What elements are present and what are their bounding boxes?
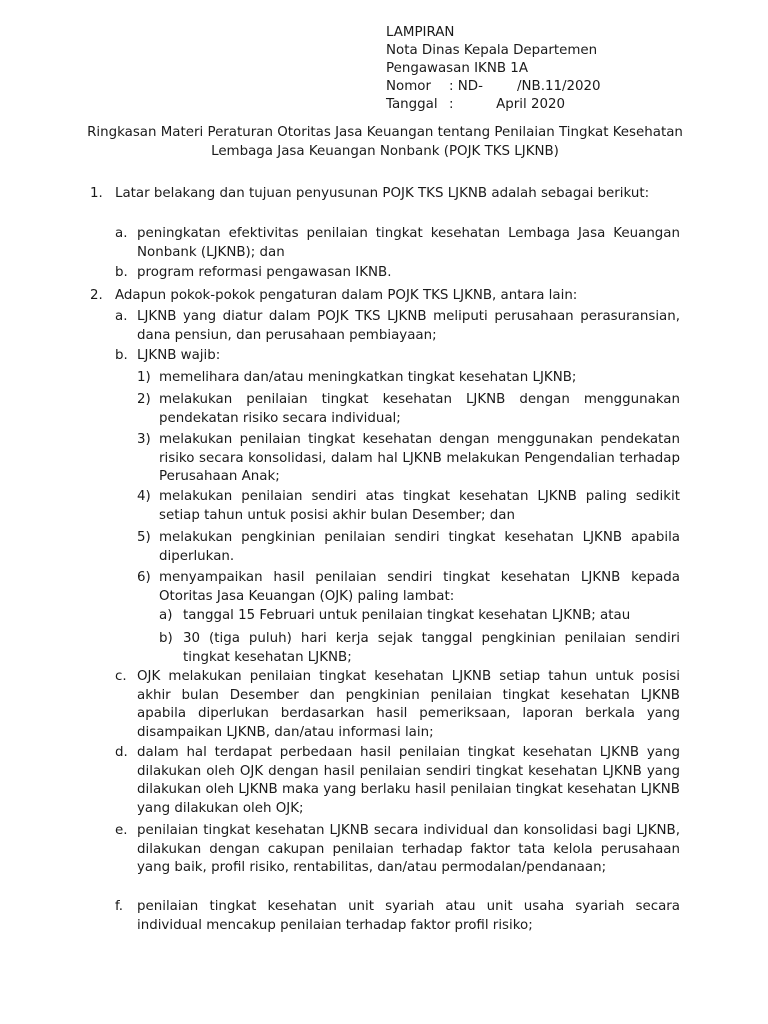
sub-text: melakukan penilaian sendiri atas tingkat kesehatan LJKNB paling sedikit setiap tahun untuk posisi akhir bulan Desember; dan: [159, 489, 680, 523]
sub-marker: 5): [137, 530, 151, 545]
sub-sub-marker: b): [159, 631, 173, 646]
section-marker: 1.: [90, 186, 103, 201]
memo-date: [386, 96, 716, 114]
memo-line-2: Pengawasan IKNB 1A: [386, 61, 528, 76]
list-marker: d.: [115, 745, 128, 760]
number-label: Nomor: [386, 79, 431, 94]
list-text: penilaian tingkat kesehatan LJKNB secara individual dan konsolidasi bagi LJKNB, dilakukan dengan cakupan penilaian terhadap faktor tata kelola perusahaan yang baik, profil risiko, rentabilitas, dan/atau permodalan/pendanaan;: [137, 823, 680, 875]
list-text: peningkatan efektivitas penilaian tingkat kesehatan Lembaga Jasa Keuangan Nonbank (LJKNB); dan: [137, 226, 680, 260]
document-title: Ringkasan Materi Peraturan Otoritas Jasa Keuangan tentang Penilaian Tingkat Kesehatan Lembaga Jasa Keuangan Nonbank (POJK TKS LJKNB): [87, 125, 683, 159]
sub-text: melakukan pengkinian penilaian sendiri tingkat kesehatan LJKNB apabila diperlukan.: [159, 530, 680, 564]
list-text: program reformasi pengawasan IKNB.: [137, 265, 392, 280]
list-marker: e.: [115, 823, 128, 838]
sub-marker: 1): [137, 370, 151, 385]
number-value: : ND- /NB.11/2020: [449, 79, 601, 94]
sub-sub-text: tanggal 15 Februari untuk penilaian tingkat kesehatan LJKNB; atau: [183, 608, 631, 623]
sub-sub-text: 30 (tiga puluh) hari kerja sejak tanggal pengkinian penilaian sendiri tingkat kesehatan LJKNB;: [183, 631, 680, 665]
list-text: penilaian tingkat kesehatan unit syariah atau unit usaha syariah secara individual mencakup penilaian terhadap faktor profil risiko;: [137, 899, 680, 933]
sub-text: menyampaikan hasil penilaian sendiri tingkat kesehatan LJKNB kepada Otoritas Jasa Keuangan (OJK) paling lambat:: [159, 570, 680, 604]
sub-text: memelihara dan/atau meningkatkan tingkat kesehatan LJKNB;: [159, 370, 577, 385]
section-marker: 2.: [90, 288, 103, 303]
list-text: OJK melakukan penilaian tingkat kesehatan LJKNB setiap tahun untuk posisi akhir bulan Desember dan pengkinian penilaian tingkat kesehatan LJKNB apabila diperlukan berdasarkan hasil pemeriksaan, laporan berkala yang disampaikan LJKNB, dan/atau informasi lain;: [137, 669, 680, 740]
list-marker: b.: [115, 265, 128, 280]
sub-text: melakukan penilaian tingkat kesehatan dengan menggunakan pendekatan risiko secara konsolidasi, dalam hal LJKNB melakukan Pengendalian terhadap Perusahaan Anak;: [159, 432, 680, 484]
section-text: Adapun pokok-pokok pengaturan dalam POJK TKS LJKNB, antara lain:: [115, 288, 578, 303]
attachment-label: LAMPIRAN: [386, 25, 455, 40]
section-text: Latar belakang dan tujuan penyusunan POJK TKS LJKNB adalah sebagai berikut:: [115, 186, 650, 201]
sub-sub-marker: a): [159, 608, 173, 623]
sub-marker: 6): [137, 570, 151, 585]
sub-marker: 2): [137, 392, 151, 407]
memo-number: [386, 78, 716, 96]
date-label: Tanggal: [386, 97, 438, 112]
list-text: LJKNB wajib:: [137, 348, 221, 363]
list-marker: a.: [115, 309, 128, 324]
list-marker: a.: [115, 226, 128, 241]
list-marker: f.: [115, 899, 123, 914]
memo-line-1: Nota Dinas Kepala Departemen: [386, 43, 598, 58]
list-marker: c.: [115, 669, 127, 684]
sub-marker: 3): [137, 432, 151, 447]
list-marker: b.: [115, 348, 128, 363]
sub-text: melakukan penilaian tingkat kesehatan LJKNB dengan menggunakan pendekatan risiko secara individual;: [159, 392, 680, 426]
date-value: : April 2020: [449, 97, 566, 112]
sub-marker: 4): [137, 489, 151, 504]
attachment-header: [386, 24, 716, 114]
list-text: LJKNB yang diatur dalam POJK TKS LJKNB meliputi perusahaan perasuransian, dana pensiun, dan perusahaan pembiayaan;: [137, 309, 680, 343]
list-text: dalam hal terdapat perbedaan hasil penilaian tingkat kesehatan LJKNB yang dilakukan oleh OJK dengan hasil penilaian sendiri tingkat kesehatan LJKNB yang dilakukan oleh LJKNB maka yang berlaku hasil penilaian tingkat kesehatan LJKNB yang dilakukan oleh OJK;: [137, 745, 680, 816]
